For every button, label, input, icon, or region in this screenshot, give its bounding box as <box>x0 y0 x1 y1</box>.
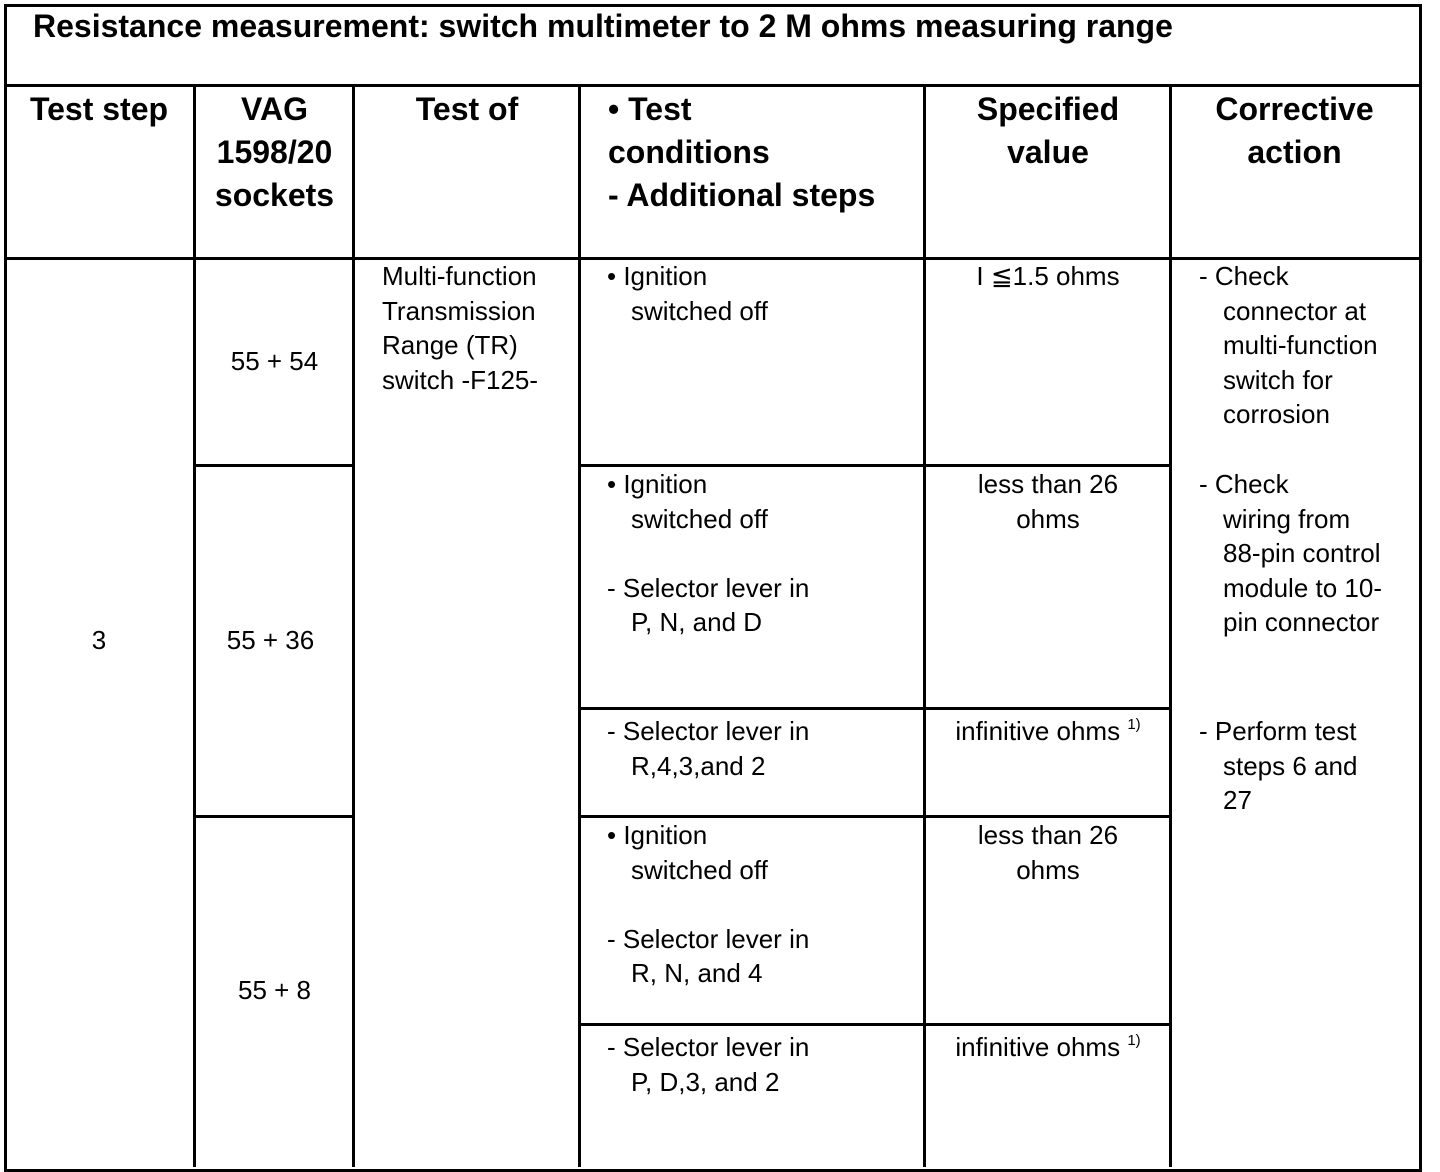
corrective-line: - Check <box>1199 261 1289 291</box>
corrective-action <box>1199 714 1414 818</box>
condition-line: R,4,3,and 2 <box>631 750 766 781</box>
footnote-marker: 1) <box>1127 716 1141 733</box>
header-conditions-line: conditions <box>608 134 770 170</box>
corrective-line: - Check <box>1199 469 1289 499</box>
specified-value: ohms <box>1016 854 1080 885</box>
header-sockets-line: VAG <box>241 91 308 127</box>
specified-value: less than 26 <box>977 469 1119 499</box>
test-of-component <box>382 259 578 397</box>
header-sockets-line: 1598/20 <box>216 134 333 170</box>
condition-line: - Selector lever in <box>607 1032 810 1062</box>
condition-spacer <box>607 536 922 571</box>
header-conditions-line: - Additional steps <box>608 177 876 213</box>
specified-value: less than 26 <box>977 820 1119 850</box>
header-test-of-text: Test of <box>415 91 519 127</box>
condition-divider-2 <box>579 707 1172 710</box>
header-test-step <box>4 88 194 131</box>
header-conditions <box>608 88 918 217</box>
title-divider <box>4 84 1419 87</box>
condition-cell <box>607 714 922 783</box>
condition-spacer <box>607 887 922 922</box>
socket-cell <box>196 344 353 379</box>
corrective-line: 88-pin control <box>1223 538 1381 568</box>
corrective-line: - Perform test <box>1199 716 1357 746</box>
specified-cell <box>926 714 1170 749</box>
header-test-of <box>355 88 579 131</box>
corrective-action <box>1199 467 1414 640</box>
condition-line: switched off <box>631 503 768 534</box>
socket-cell <box>192 623 349 658</box>
test-of-line: Range (TR) <box>382 330 518 360</box>
condition-line: - Selector lever in <box>607 572 810 603</box>
condition-line: - Selector lever in <box>607 716 810 746</box>
condition-cell <box>607 259 922 328</box>
specified-text: infinitive ohms <box>955 716 1121 746</box>
condition-line: switched off <box>631 854 768 885</box>
condition-line: P, D,3, and 2 <box>631 1066 780 1097</box>
condition-cell <box>607 818 922 991</box>
header-corrective-line: Corrective <box>1215 91 1374 127</box>
condition-line: • Ignition <box>607 820 708 850</box>
corrective-line: connector at <box>1223 295 1367 326</box>
test-of-line: switch -F125- <box>382 364 539 395</box>
test-step-number: 3 <box>91 625 107 655</box>
socket-divider-2 <box>194 815 354 818</box>
table-title: Resistance measurement: switch multimeter to 2 M ohms measuring range <box>33 8 1173 44</box>
header-test-step-text: Test step <box>29 91 169 127</box>
test-of-line: Multi-function <box>382 261 537 291</box>
corrective-action <box>1199 259 1414 432</box>
header-sockets <box>196 88 353 217</box>
socket-divider-1 <box>194 464 354 467</box>
specified-value <box>926 1030 1170 1065</box>
test-of-line: Transmission <box>382 295 536 326</box>
condition-divider-4 <box>579 1023 1172 1026</box>
condition-line: - Selector lever in <box>607 923 810 954</box>
socket-pair: 55 + 8 <box>237 975 311 1005</box>
corrective-line: wiring from <box>1223 503 1351 534</box>
specified-value <box>926 714 1170 749</box>
column-divider-3 <box>578 86 581 1167</box>
corrective-line: module to 10- <box>1223 572 1382 603</box>
header-corrective-action <box>1172 88 1417 174</box>
corrective-line: steps 6 and <box>1223 750 1358 781</box>
corrective-line: pin connector <box>1223 607 1380 637</box>
socket-pair: 55 + 36 <box>226 625 315 655</box>
specified-cell <box>926 818 1170 887</box>
column-divider-4 <box>923 86 926 1167</box>
corrective-line: multi-function <box>1223 330 1378 360</box>
header-specified-value <box>926 88 1170 174</box>
socket-cell <box>196 973 353 1008</box>
condition-line: R, N, and 4 <box>631 958 763 988</box>
condition-line: • Ignition <box>607 469 708 499</box>
corrective-line: 27 <box>1223 785 1252 815</box>
header-sockets-line: sockets <box>214 177 335 213</box>
condition-line: switched off <box>631 295 768 326</box>
footnote-marker: 1) <box>1127 1032 1141 1049</box>
condition-line: • Ignition <box>607 261 708 291</box>
header-specified-line: Specified <box>976 91 1120 127</box>
condition-line: P, N, and D <box>631 607 763 637</box>
condition-cell <box>607 467 922 640</box>
socket-pair: 55 + 54 <box>230 346 319 376</box>
test-step-value <box>4 623 194 658</box>
specified-value: I ≦1.5 ohms <box>976 261 1120 291</box>
header-specified-line: value <box>1007 134 1089 170</box>
corrective-line: corrosion <box>1223 399 1330 429</box>
specified-cell <box>926 467 1170 536</box>
column-divider-5 <box>1169 86 1172 1167</box>
corrective-line: switch for <box>1223 364 1333 395</box>
specified-cell <box>926 1030 1170 1065</box>
specified-value: ohms <box>1016 503 1080 534</box>
header-corrective-line: action <box>1247 134 1342 170</box>
header-conditions-line: • Test <box>608 91 692 127</box>
specified-text: infinitive ohms <box>955 1032 1121 1062</box>
specified-cell <box>926 259 1170 294</box>
condition-cell <box>607 1030 922 1099</box>
